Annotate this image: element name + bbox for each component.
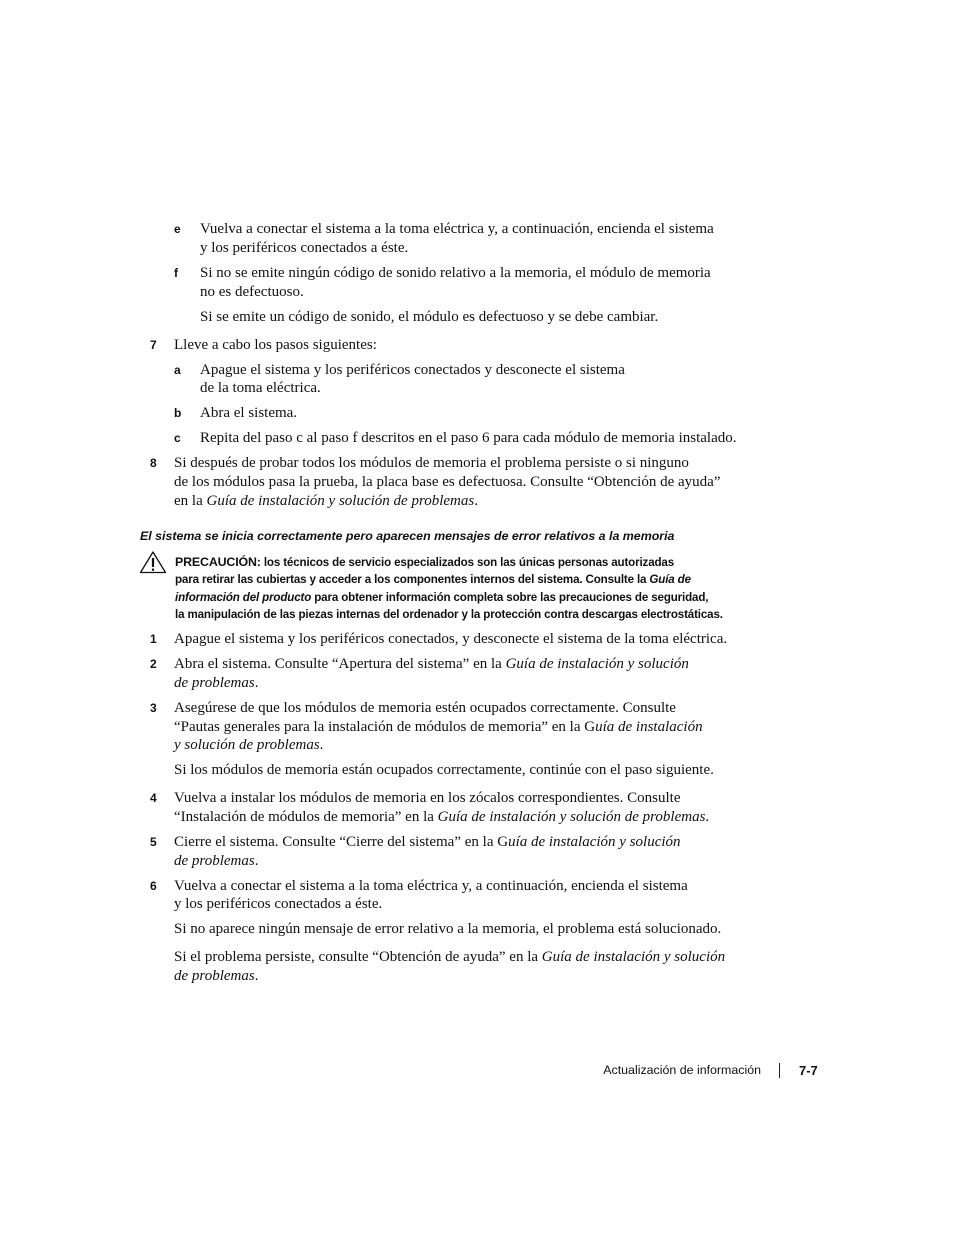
step-f-line1: Si no se emite ningún código de sonido relativo a la memoria, el módulo de memoria	[200, 265, 711, 281]
step-2-line1: Abra el sistema. Consulte “Apertura del sistema” en la Guía de instalación y solución	[174, 656, 689, 672]
step-7b-text: Abra el sistema.	[200, 405, 298, 421]
step-letter-a: a	[174, 363, 181, 377]
step-number-1: 1	[150, 632, 157, 646]
warning-triangle-icon	[139, 550, 167, 574]
step-number-6: 6	[150, 879, 157, 893]
step-number-5: 5	[150, 835, 157, 849]
page-number: 7-7	[799, 1063, 818, 1078]
guide-title: Guía de instalación y solución de problemas	[206, 493, 475, 509]
step-3-line1: Asegúrese de que los módulos de memoria estén ocupados correctamente. Consulte	[174, 700, 676, 716]
step-6-line1: Vuelva a conectar el sistema a la toma eléctrica y, a continuación, encienda el sistema	[174, 878, 688, 894]
step-3-extra: Si los módulos de memoria están ocupados correctamente, continúe con el paso siguiente.	[174, 762, 714, 778]
step-number-2: 2	[150, 657, 157, 671]
step-letter-f: f	[174, 266, 178, 280]
caution-notice: PRECAUCIÓN: los técnicos de servicio especializados son las únicas personas autorizadas para retirar las cubiertas y acceder a los componentes internos del sistema. Consulte la Guía de información del producto para obtener información completa sobre las precauciones de seguridad, la manipulación de las piezas internas del ordenador y la protección contra descargas electrostáticas.	[175, 555, 723, 621]
step-f-line2: no es defectuoso.	[200, 284, 304, 300]
step-8-line2: de los módulos pasa la prueba, la placa base es defectuosa. Consulte “Obtención de ayuda”	[174, 474, 721, 490]
step-7c-text: Repita del paso c al paso f descritos en el paso 6 para cada módulo de memoria instalado.	[200, 430, 737, 446]
step-7a-line2: de la toma eléctrica.	[200, 380, 321, 396]
step-number-3: 3	[150, 701, 157, 715]
caution-label: PRECAUCIÓN:	[175, 555, 261, 569]
step-number-8: 8	[150, 456, 157, 470]
step-7a-line1: Apague el sistema y los periféricos conectados y desconecte el sistema	[200, 362, 625, 378]
step-1-text: Apague el sistema y los periféricos conectados, y desconecte el sistema de la toma eléctrica.	[174, 631, 728, 647]
step-letter-e: e	[174, 222, 181, 236]
step-e-line2: y los periféricos conectados a éste.	[200, 240, 409, 256]
step-number-7: 7	[150, 338, 157, 352]
section-heading: El sistema se inicia correctamente pero aparecen mensajes de error relativos a la memoria	[140, 529, 675, 543]
step-5-line1: Cierre el sistema. Consulte “Cierre del sistema” en la Guía de instalación y solución	[174, 834, 681, 850]
step-3-line3: y solución de problemas.	[174, 737, 324, 753]
step-7-text: Lleve a cabo los pasos siguientes:	[174, 337, 377, 353]
step-2-line2: de problemas.	[174, 675, 259, 691]
step-8-line1: Si después de probar todos los módulos de memoria el problema persiste o si ninguno	[174, 455, 689, 471]
step-letter-c: c	[174, 431, 181, 445]
step-3-line2: “Pautas generales para la instalación de módulos de memoria” en la Guía de instalación	[174, 719, 703, 735]
step-6-extra2: Si el problema persiste, consulte “Obtención de ayuda” en la Guía de instalación y solución	[174, 949, 726, 965]
step-f-extra: Si se emite un código de sonido, el módulo es defectuoso y se debe cambiar.	[200, 309, 659, 325]
step-6-extra1: Si no aparece ningún mensaje de error relativo a la memoria, el problema está solucionado.	[174, 921, 722, 937]
step-6-extra3: de problemas.	[174, 968, 259, 984]
step-letter-b: b	[174, 406, 182, 420]
footer-separator	[779, 1063, 780, 1078]
step-5-line2: de problemas.	[174, 853, 259, 869]
step-number-4: 4	[150, 791, 157, 805]
step-4-line1: Vuelva a instalar los módulos de memoria en los zócalos correspondientes. Consulte	[174, 790, 681, 806]
step-4-line2: “Instalación de módulos de memoria” en la Guía de instalación y solución de problemas.	[174, 809, 710, 825]
step-8-line3: en la Guía de instalación y solución de problemas.	[174, 493, 478, 509]
footer-section-title: Actualización de información	[603, 1063, 761, 1077]
step-e-line1: Vuelva a conectar el sistema a la toma eléctrica y, a continuación, encienda el sistema	[200, 221, 714, 237]
step-6-line2: y los periféricos conectados a éste.	[174, 896, 383, 912]
